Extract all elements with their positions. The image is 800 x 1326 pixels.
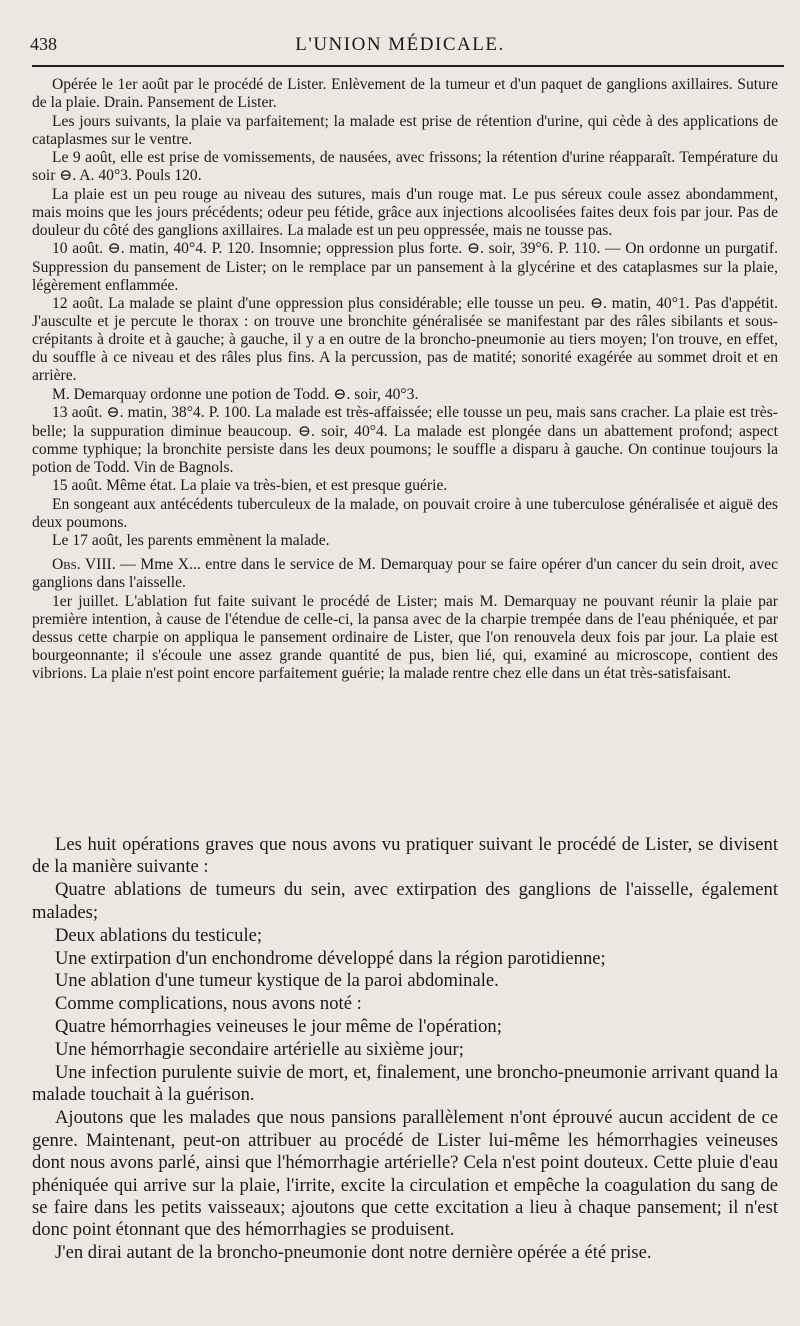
- summary-paragraph: Deux ablations du testicule;: [55, 924, 263, 946]
- summary-paragraph: J'en dirai autant de la broncho-pneumonie dont notre dernière opérée a été prise.: [55, 1242, 652, 1264]
- case-paragraph: Les jours suivants, la plaie va parfaitement; la malade est prise de rétention d'urine, qui cède à des applications de cataplasmes sur le ventre.: [32, 112, 778, 148]
- summary-paragraph: Une ablation d'une tumeur kystique de la paroi abdominale.: [55, 970, 499, 992]
- summary-paragraph: Quatre ablations de tumeurs du sein, avec extirpation des ganglions de l'aisselle, également malades;: [32, 879, 778, 923]
- summary-paragraph: Une extirpation d'un enchondrome développé dans la région parotidienne;: [55, 947, 606, 969]
- observation-intro: — Mme X... entre dans le service de M. Demarquay pour se faire opérer d'un cancer du sein droit, avec ganglions dans l'aisselle.: [32, 556, 778, 592]
- header-rule: [32, 65, 784, 67]
- running-head: [0, 34, 800, 58]
- case-notes-section: [32, 76, 778, 684]
- summary-paragraph: Une hémorrhagie secondaire artérielle au sixième jour;: [55, 1039, 464, 1061]
- summary-paragraph: Ajoutons que les malades que nous pansions parallèlement n'ont éprouvé aucun accident de ce genre. Maintenant, peut-on attribuer au procédé de Lister lui-même les hémorrhagies veineuses dont nous avons parlé, ainsi que l'hémorrhagie artérielle? Cela n'est point douteux. Cette pluie d'eau phéniquée qui arrive sur la plaie, l'irrite, excite la circulation et empêche la coagulation du sang de se faire dans les petits vaisseaux; ajoutons que cette excitation a lieu à chaque pansement; il n'est donc point étonnant que des hémorrhagies se produisent.: [32, 1107, 778, 1241]
- summary-paragraph: Les huit opérations graves que nous avons vu pratiquer suivant le procédé de Lister, se divisent de la manière suivante :: [32, 834, 778, 878]
- case-paragraph: Le 17 août, les parents emmènent la malade.: [52, 532, 330, 550]
- case-paragraph: La plaie est un peu rouge au niveau des sutures, mais d'un rouge mat. Le pus séreux coule assez abondamment, mais moins que les jours précédents; odeur peu fétide, grâce aux injections alcoolisées faites deux fois par jour. Pas de douleur du côté des ganglions axillaires. La malade est un peu oppressée, mais ne tousse pas.: [32, 185, 778, 239]
- page-number: 438: [30, 34, 57, 54]
- summary-paragraph: Une infection purulente suivie de mort, et, finalement, une broncho-pneumonie arrivant quand la malade touchait à la guérison.: [32, 1062, 778, 1106]
- observation-label: Obs. VIII.: [52, 556, 116, 574]
- observation-heading: [32, 556, 778, 592]
- observation-paragraph: 1er juillet. L'ablation fut faite suivant le procédé de Lister; mais M. Demarquay ne pouvant réunir la plaie par première intention, à cause de l'étendue de celle-ci, la pansa avec de la charpie trempée dans de l'eau phéniquée, et par dessus cette charpie on appliqua le pansement ordinaire de Lister, que l'on renouvela deux fois par jour. La plaie est bourgeonnante; il s'écoule une assez grande quantité de pus, bien lié, qui, examiné au microscope, contient des vibrions. La plaie n'est point encore parfaitement guérie; la malade rentre chez elle dans un état très-satisfaisant.: [32, 592, 778, 683]
- summary-section: [32, 834, 778, 1265]
- case-paragraph: 12 août. La malade se plaint d'une oppression plus considérable; elle tousse un peu. ⊖. matin, 40°1. Pas d'appétit. J'ausculte et je percute le thorax : on trouve une bronchite généralisée se manifestant par des râles sibilants et sous-crépitants à droite et à gauche; à gauche, il y a en outre de la broncho-pneumonie au tiers moyen; l'on trouve, en effet, du souffle à ce niveau et des râles plus fins. A la percussion, pas de matité; sonorité exagérée au sommet droit et en arrière.: [32, 295, 778, 385]
- case-paragraph: M. Demarquay ordonne une potion de Todd. ⊖. soir, 40°3.: [52, 385, 419, 403]
- case-paragraph: Le 9 août, elle est prise de vomissements, de nausées, avec frissons; la rétention d'urine réapparaît. Température du soir ⊖. A. 40°3. Pouls 120.: [32, 149, 778, 185]
- case-paragraph: 10 août. ⊖. matin, 40°4. P. 120. Insomnie; oppression plus forte. ⊖. soir, 39°6. P. 110. — On ordonne un purgatif. Suppression du pansement de Lister; on le remplace par un pansement à la glycérine et des cataplasmes sur la plaie, légèrement enflammée.: [32, 240, 778, 294]
- summary-paragraph: Comme complications, nous avons noté :: [55, 993, 362, 1015]
- case-paragraph: Opérée le 1er août par le procédé de Lister. Enlèvement de la tumeur et d'un paquet de ganglions axillaires. Suture de la plaie. Drain. Pansement de Lister.: [32, 76, 778, 112]
- case-paragraph: 13 août. ⊖. matin, 38°4. P. 100. La malade est très-affaissée; elle tousse un peu, mais sans cracher. La plaie est très-belle; la suppuration diminue beaucoup. ⊖. soir, 40°4. La malade est plongée dans un abattement profond; aspect comme typhique; la bronchite persiste dans les deux poumons; le souffle a disparu à gauche. On continue toujours la potion de Todd. Vin de Bagnols.: [32, 404, 778, 476]
- case-paragraph: 15 août. Même état. La plaie va très-bien, et est presque guérie.: [52, 477, 448, 495]
- case-paragraph: En songeant aux antécédents tuberculeux de la malade, on pouvait croire à une tuberculose généralisée et aiguë des deux poumons.: [32, 495, 778, 531]
- journal-title: L'UNION MÉDICALE.: [295, 34, 505, 55]
- summary-paragraph: Quatre hémorrhagies veineuses le jour même de l'opération;: [55, 1016, 502, 1038]
